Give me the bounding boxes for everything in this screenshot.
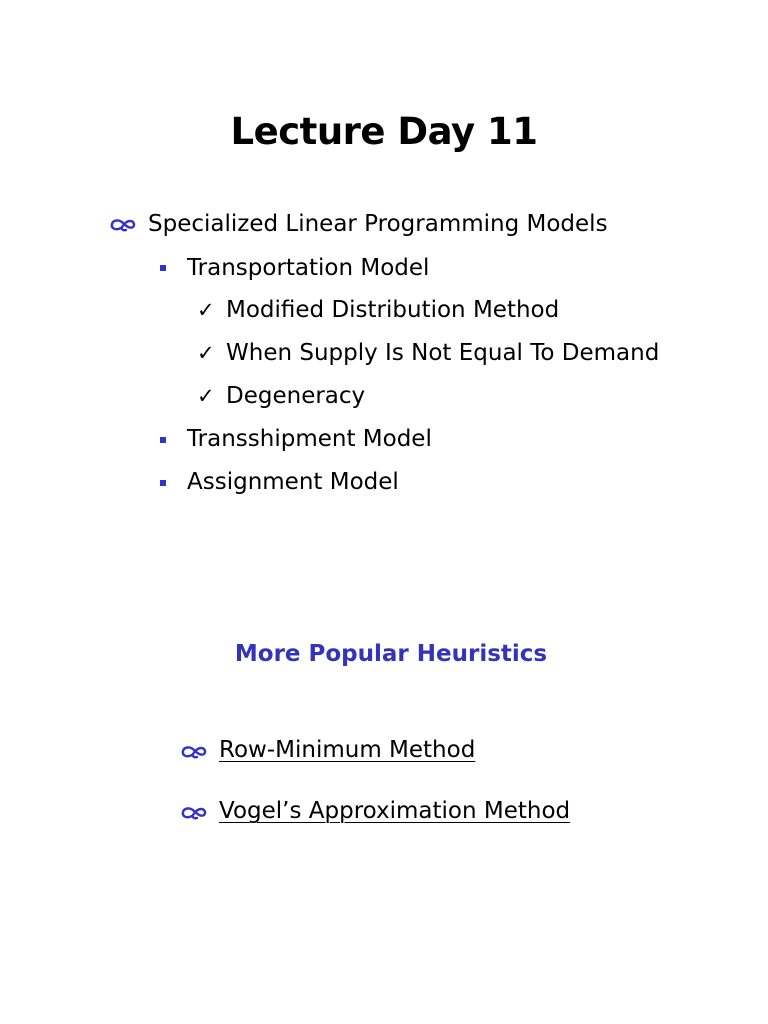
curl-bullet-icon (110, 216, 136, 234)
model-item-transshipment: Transshipment Model (187, 426, 432, 452)
curl-bullet-icon (181, 743, 207, 761)
vogel-approximation-method-link[interactable]: Vogel’s Approximation Method (219, 798, 571, 824)
subtopic-item-degeneracy: Degeneracy (226, 383, 366, 409)
model-item-assignment: Assignment Model (187, 469, 399, 495)
check-icon: ✓ (197, 384, 215, 408)
subtopic-item-unbalanced: When Supply Is Not Equal To Demand (226, 340, 660, 366)
subtopic-item-modi: Modified Distribution Method (226, 297, 560, 323)
curl-bullet-icon (181, 804, 207, 822)
square-bullet-icon (160, 265, 166, 271)
topic-label: Specialized Linear Programming Models (148, 211, 608, 237)
heuristics-heading: More Popular Heuristics (234, 641, 548, 667)
slide-title: Lecture Day 11 (230, 110, 538, 153)
row-minimum-method-link[interactable]: Row-Minimum Method (219, 737, 476, 763)
square-bullet-icon (160, 480, 166, 486)
square-bullet-icon (160, 437, 166, 443)
check-icon: ✓ (197, 298, 215, 322)
model-item-transportation: Transportation Model (187, 255, 430, 281)
check-icon: ✓ (197, 341, 215, 365)
